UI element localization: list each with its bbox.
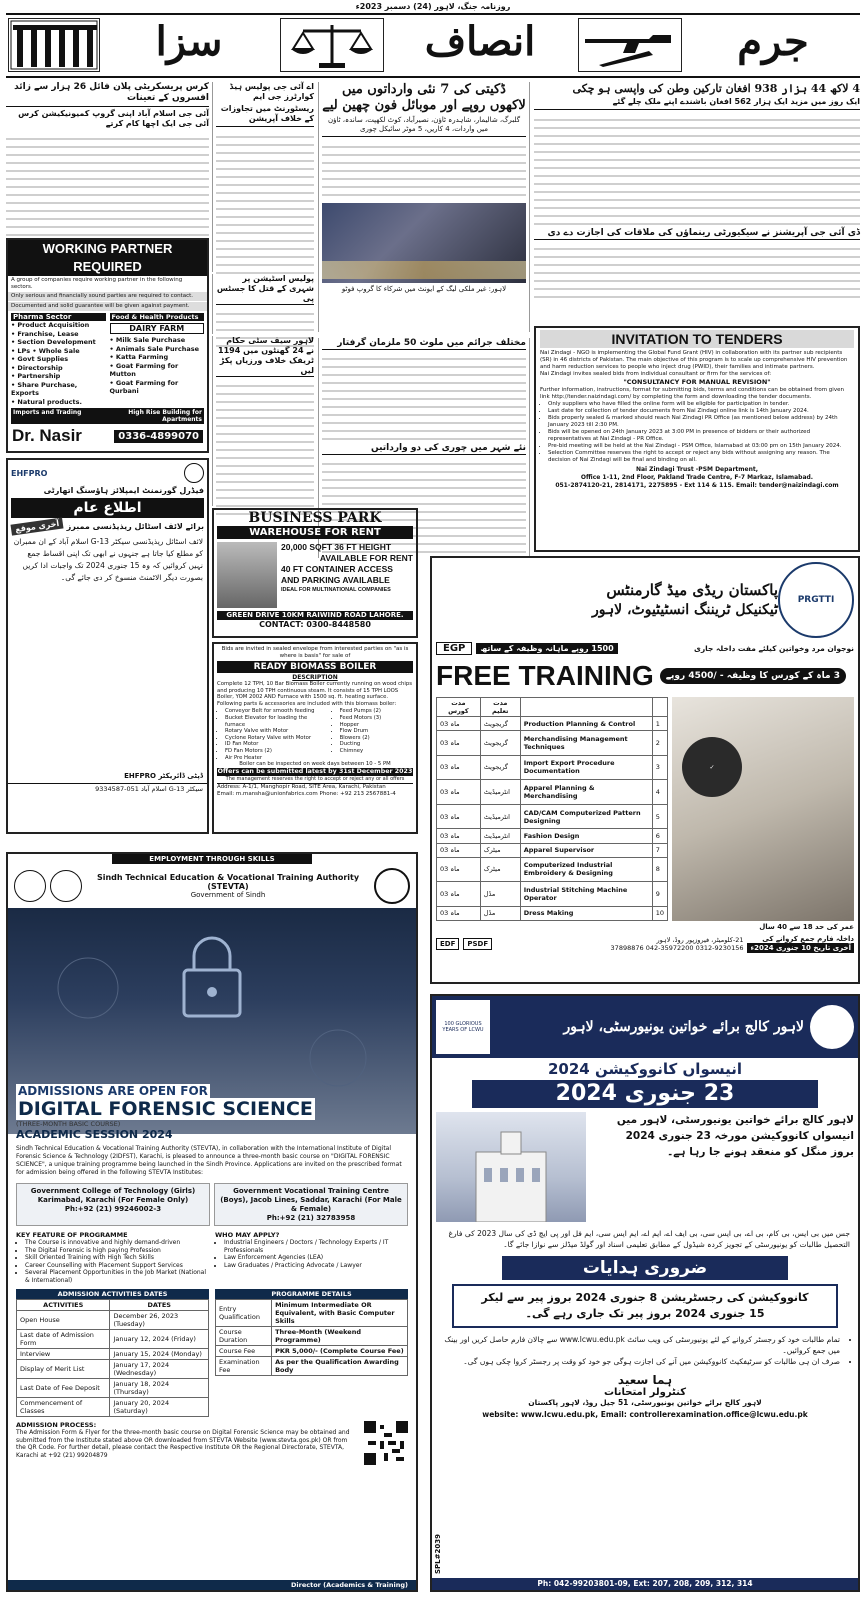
contact-phone[interactable]: 0336-4899070 — [114, 430, 203, 443]
last-date-label: داخلہ فارم جمع کروانے کی — [762, 935, 854, 943]
feature-item: • Several Placement Opportunities in the Job Market (National & International) — [25, 1269, 209, 1284]
ehfpro-logo: EHFPRO — [11, 468, 48, 478]
programme-row — [216, 1300, 408, 1327]
tender-service: "CONSULTANCY FOR MANUAL REVISION" — [623, 378, 771, 386]
pharma-item: • Section Development — [11, 338, 96, 346]
course-education: میٹرک — [480, 857, 520, 882]
ad-address: GREEN DRIVE 10KM RAIWIND ROAD LAHORE. — [217, 611, 413, 620]
article-body — [534, 113, 860, 225]
course-number: 4 — [652, 780, 667, 805]
course-number: 6 — [652, 829, 667, 843]
convocation-date: 23 جنوری 2024 — [472, 1080, 818, 1108]
word-justice: انصاف — [424, 18, 536, 65]
tender-condition: • Pre-bid meeting will be held at the Nai Zindagi - PSM Office, Islamabad at 03:00 pm on 15th January 2024. — [548, 443, 854, 450]
boiler-part: • Hopper — [340, 722, 413, 729]
boiler-part: • Air Pre Heater — [225, 755, 328, 762]
boiler-part: • Bucket Elevator for loading the furnace — [225, 715, 328, 728]
col-head-education: مدت تعلیم — [480, 698, 520, 717]
food-item: • Animals Sale Purchase — [109, 344, 200, 353]
boiler-part: • Chimney — [340, 748, 413, 755]
institute-2-name: Government Vocational Training Centre (Boys), Jacob Lines, Saddar, Karachi (For Male & Female) — [220, 1187, 402, 1213]
tender-condition: • Last date for collection of tender documents from Nai Zindagi online link is 14th January 2024. — [548, 408, 854, 415]
course-number: 9 — [652, 882, 667, 907]
course-education: گریجویٹ — [480, 731, 520, 756]
prgtti-logo-icon — [778, 562, 854, 638]
notice-address: سیکٹر G-13 اسلام آباد 051-9334587 — [8, 783, 207, 794]
course-row — [437, 882, 668, 907]
course-duration: 03 ماہ — [437, 857, 481, 882]
headline: 4 لاکھ 44 ہزار 938 افغان تارکین وطن کی واپسی ہو چکی — [572, 82, 860, 95]
warehouse-photo — [217, 542, 277, 608]
masthead — [0, 0, 866, 80]
pharma-item: • Franchise, Lease — [11, 329, 79, 338]
course-duration: 03 ماہ — [437, 843, 481, 857]
course-education: مڈل — [480, 882, 520, 907]
col-head-duration: مدت کورس — [437, 698, 481, 717]
public-notice-title: اطلاع عام — [11, 498, 204, 518]
course-education: مڈل — [480, 906, 520, 920]
course-education: انٹرمیڈیٹ — [480, 829, 520, 843]
programme-head: PROGRAMME DETAILS — [215, 1289, 408, 1299]
ad-subtitle: WAREHOUSE FOR RENT — [217, 526, 413, 539]
dates-head: ADMISSION ACTIVITIES DATES — [16, 1289, 209, 1299]
institute-2-phone[interactable]: Ph:+92 (21) 32783958 — [266, 1214, 356, 1222]
col-head-number — [652, 698, 667, 717]
course-row — [437, 755, 668, 780]
pharma-item: • LPs • Whole Sale — [11, 346, 80, 355]
who-list — [215, 1239, 408, 1269]
eligibility-text: جس میں بی ایس، بی کام، بی اے، بی ایس سی، بی ایف اے، ایم اے، ایم ایس سی، ایم فل اور پی ایچ ڈی کی سال 2023 کی فارغ التحصیل طالبات کو یونیورسٹی کے تجویز کردہ شیڈول کے مطابق تعلیمی اسناد اور گولڈ میڈلز سے نوازا جائے گا۔ — [448, 1229, 850, 1249]
lead-subheadline: گلبرگ، شالیمار، شاہدرہ ٹاؤن، نصیرآباد، کوٹ لکھپت، ساندہ، ٹاؤن میں واردات، 4 کاریں، 5 موٹر سائیکل چوری — [322, 116, 526, 137]
headline: ڈی آئی جی آپریشنز نے سیکیورٹی رینماؤں کی ملاقات کی اجازت دے دی — [534, 228, 860, 240]
course-row — [437, 857, 668, 882]
course-name: Computerized Industrial Embroidery & Designing — [520, 857, 652, 882]
boiler-part: • Feed Motors (3) — [340, 715, 413, 722]
banner-line2: DIGITAL FORENSIC SCIENCE — [18, 1098, 313, 1120]
tender-ad — [534, 326, 860, 552]
article-body — [216, 130, 314, 280]
ad-contact: CONTACT: 0300-8448580 — [259, 620, 371, 629]
lcwu-convocation-ad — [430, 994, 860, 1592]
date-row — [17, 1311, 209, 1330]
ad-address: Address: A-1/1, Manghopir Road, SITE Area, Karachi, Pakistan — [217, 784, 386, 791]
age-limit: عمر کی حد 18 سے 40 سال — [759, 923, 854, 931]
feature-item: • Skill Oriented Training with High Tech Skills — [25, 1254, 209, 1262]
features-list — [16, 1239, 209, 1284]
word-crime: جرم — [737, 18, 809, 65]
programme-key: Examination Fee — [216, 1357, 272, 1376]
reserve-note: The management reserves the right to accept or reject any or all offers — [217, 776, 413, 784]
sindh-emblem-icon — [14, 870, 46, 902]
business-park-ad — [212, 508, 418, 638]
boiler-part: • Blowers (2) — [340, 735, 413, 742]
signatory-title: کنٹرولر امتحانات — [603, 1387, 687, 1398]
subheadline: ریسٹورنٹ میں تجاوزات کے خلاف آپریشن — [216, 104, 314, 127]
programme-value: Minimum Intermediate OR Equivalent, with Basic Computer Skills — [272, 1300, 408, 1327]
institute-1-name: Government College of Technology (Girls) Karimabad, Karachi (For Female Only) — [30, 1187, 196, 1204]
tender-conditions — [540, 401, 854, 464]
course-name: Apparel Supervisor — [520, 843, 652, 857]
boiler-part: • Cyclone Rotary Valve with Motor — [225, 735, 328, 742]
ad-title: WORKING PARTNER REQUIRED — [8, 240, 207, 276]
free-admission-label: نوجوان مرد وخواتین کیلئے مفت داخلہ جاری — [693, 644, 854, 653]
deadline-bar: Offers can be submitted latest by 31st December 2023 — [217, 768, 413, 776]
date-row — [17, 1398, 209, 1417]
course-name: Fashion Design — [520, 829, 652, 843]
gov-name: Government of Sindh — [190, 891, 266, 899]
activity-cell: Last date of Admission Form — [17, 1330, 110, 1349]
process-head: ADMISSION PROCESS: — [16, 1421, 97, 1429]
event-photo — [322, 203, 526, 283]
course-duration: 03 ماہ — [437, 804, 481, 829]
boiler-part: • FD Fan Motors (2) — [225, 748, 328, 755]
course-row — [437, 731, 668, 756]
boiler-part: • Ducting — [340, 741, 413, 748]
building-label: High Rise Building for Apartments — [128, 409, 202, 423]
headline: کرس پریسکریٹی پلان فائل 26 ہزار سے زائد افسروں کے تعینات — [6, 82, 209, 107]
course-duration: 03 ماہ — [437, 717, 481, 731]
contact-name: Dr. Nasir — [12, 426, 82, 445]
certificate-badge-icon: ✓ — [682, 737, 742, 797]
stipend-label: 1500 روپے ماہانہ وظیفہ کے ساتھ — [476, 643, 617, 654]
activity-cell: Interview — [17, 1349, 110, 1360]
banner-line1: ADMISSIONS ARE OPEN FOR — [18, 1084, 208, 1098]
course-duration: 03 ماہ — [437, 755, 481, 780]
top-label: EMPLOYMENT THROUGH SKILLS — [112, 854, 312, 864]
headline: نئے شہر میں چوری کی دو وارداتیں — [322, 443, 526, 455]
last-chance-tag: آخری موقع — [10, 517, 63, 535]
stevta-intro: Sindh Technical Education & Vocational Training Authority (STEVTA), in collaboration with the International Institute of Digital Forensic Science & Technology (2IDFST), Karachi, is pleased to announce a three-month basic course on "DIGITAL FORENSIC SCIENCE", a unique training programme being launched in the Sindh Province. Applications are invited on the prescribed format for admission being offered in the following STEVTA Institutes: — [16, 1145, 402, 1176]
course-duration: 03 ماہ — [437, 829, 481, 843]
ehfpro-subheading: برائے لائف اسٹائل ریذیڈنسی ممبرز — [66, 522, 204, 531]
food-list — [110, 336, 205, 396]
ad-line: 40 FT CONTAINER ACCESS — [281, 564, 393, 574]
ad-line: 20,000 SQFT 36 FT HEIGHT — [281, 542, 392, 552]
institute-phones[interactable]: 0312-9230156 042-35972200 37898876 — [610, 944, 744, 952]
course-duration: 03 ماہ — [437, 780, 481, 805]
course-name: Import Export Procedure Documentation — [520, 755, 652, 780]
ehfpro-heading: فیڈرل گورنمنٹ ایمپلائز ہاؤسنگ اتھارٹی — [43, 486, 204, 495]
biomass-boiler-ad — [212, 642, 418, 834]
instructions-head: ضروری ہدایات — [502, 1256, 788, 1280]
tender-condition: • Selection Committee reserves the right to accept or reject any bids without assigning any reason. The decision of Nai Zindagi will be final and binding on all. — [548, 450, 854, 464]
food-item: • Goat Farming for Qurbani — [109, 378, 179, 395]
article-body — [534, 242, 860, 304]
stevta-logo-icon — [50, 870, 82, 902]
contact-website[interactable]: website: www.lcwu.edu.pk, Email: controllerexamination.office@lcwu.edu.pk — [482, 1410, 808, 1419]
headline: پولیس اسٹیشن پر شہری کے قتل کا جسٹس پی — [216, 274, 314, 303]
course-education: گریجویٹ — [480, 755, 520, 780]
tender-intro: Nai Zindagi - NGO is implementing the Global Fund Grant (HIV) in collaboration with its partner sub recipients (SR) in 46 districts of Pakistan. The main objective of this program is to scale up comprehensive HIV prevention and harm reduction services to people who inject drug (PWID), their families and intimate partners. — [540, 350, 848, 370]
contact-phone[interactable]: Ph: 042-99203801-09, Ext: 207, 208, 209, 312, 314 — [432, 1578, 858, 1590]
tender-condition: • Bids properly sealed & marked should reach Nai Zindagi PR Office (as mentioned below address) by 24th January 2023 till 2:30 PM. — [548, 415, 854, 429]
institute-title: پاکستان ریڈی میڈ گارمنٹس — [606, 581, 778, 599]
programme-value: Three-Month (Weekend Programme) — [272, 1327, 408, 1346]
course-number: 5 — [652, 804, 667, 829]
instruction-item: • صرف ان ہی طالبات کو سرٹیفکیٹ کانووکیشن میں آنے کی اجازت ہوگی جو خود کو وقت پر رجسٹر کروا چکی ہوں گی۔ — [440, 1356, 840, 1367]
course-name: Apparel Planning & Merchandising — [520, 780, 652, 805]
government-emblem-icon — [184, 463, 204, 483]
course-number: 10 — [652, 906, 667, 920]
word-punishment: سزا — [155, 18, 223, 65]
banner-line4: ACADEMIC SESSION 2024 — [16, 1128, 173, 1141]
sponsor-logo: EDF — [436, 938, 459, 950]
registration-start: کانووکیشن کی رجسٹریشن 8 جنوری 2024 بروز پیر سے لیکر — [481, 1291, 809, 1304]
ad-intro: Bids are invited in sealed envelope from interested parties on "as is where is basis" for sale of — [221, 646, 409, 659]
ad-description: Complete 12 TPH, 10 Bar Biomass Boiler currently running on wood chips and producing 10 TPH continuous steam. It consists of 15 TPH LOOS Boiler, YOM 2002 AND Furnace with 1500 sq. ft. heating surface. Following parts & accessories are included with this biomass boiler: — [217, 681, 412, 707]
date-row — [17, 1349, 209, 1360]
tender-invite: Nai Zindagi invites sealed bids from individual consultant or firm for the services of: — [540, 371, 772, 377]
convocation-title: انیسواں کانووکیشن 2024 — [547, 1060, 743, 1078]
food-item: • Milk Sale Purchase — [109, 336, 186, 344]
jail-bars-icon — [8, 18, 100, 72]
ad-note: Only serious and financially sound parties are required to contact. — [8, 292, 207, 301]
course-row — [437, 804, 668, 829]
announcement-line2: انیسواں کانووکیشن مورخہ 23 جنوری 2024 — [625, 1130, 854, 1142]
qr-code-icon[interactable] — [364, 1421, 408, 1465]
scales-of-justice-icon — [280, 18, 384, 72]
course-row — [437, 780, 668, 805]
ad-title: READY BIOMASS BOILER — [217, 661, 413, 673]
last-date: آخری تاریخ 10 جنوری 2024ء — [747, 943, 854, 953]
course-row — [437, 843, 668, 857]
programme-row — [216, 1346, 408, 1357]
feature-item: • Career Counselling with Placement Support Services — [25, 1262, 209, 1270]
article-body — [322, 140, 526, 200]
pharma-item: • Directorship — [11, 363, 63, 372]
date-cell: December 26, 2023 (Tuesday) — [110, 1311, 209, 1330]
notice-signatory: ڈپٹی ڈائریکٹر EHFPRO — [124, 772, 203, 780]
headline: لاہور سیف سٹی حکام نے 24 گھنٹوں میں 1194 ٹریفک خلاف ورزیاں پکڑ لیں — [216, 336, 314, 377]
who-head: WHO MAY APPLY? — [215, 1231, 280, 1239]
masthead-bottom-rule — [6, 76, 860, 78]
university-title: لاہور کالج برائے خواتین یونیورسٹی، لاہور — [563, 1019, 804, 1035]
date-row — [17, 1360, 209, 1379]
tender-contact[interactable]: 051-2874120-21, 2814171, 2275895 - Ext 114 & 115. Email: tender@naizindagi.com — [555, 482, 839, 489]
ad-email[interactable]: Email: m.mansha@unionfabrics.com Phone: +92 213 2567881-4 — [217, 791, 396, 798]
news-column-2 — [212, 82, 314, 272]
programme-row — [216, 1327, 408, 1346]
course-stipend-label: 3 ماہ کے کورس کا وظیفہ - /4500 روپے — [660, 668, 846, 684]
eligibility-item: • Industrial Engineers / Doctors / Technology Experts / IT Professionals — [224, 1239, 408, 1254]
news-column-2c — [212, 336, 314, 506]
headline: اے آئی جی پولیس ہیڈ کوارٹرز جی ایم — [229, 82, 314, 101]
working-partner-ad — [6, 238, 209, 453]
course-number: 1 — [652, 717, 667, 731]
programme-key: Course Fee — [216, 1346, 272, 1357]
course-duration: 03 ماہ — [437, 731, 481, 756]
tender-condition: • Only suppliers who have filled the online form will be eligible for participation in tender. — [548, 401, 854, 408]
dairy-farm-label: DAIRY FARM — [110, 323, 205, 334]
egp-label: EGP — [436, 642, 472, 655]
ad-title: INVITATION TO TENDERS — [540, 330, 854, 348]
signatory-address: لاہور کالج برائے خواتین یونیورسٹی، 51 جیل روڈ، لاہور پاکستان — [528, 1398, 762, 1407]
course-number: 8 — [652, 857, 667, 882]
food-item: • Goat Farming for Mutton — [109, 361, 179, 378]
pharma-item: • Share Purchase, Exports — [11, 380, 78, 397]
date-cell: January 15, 2024 (Monday) — [110, 1349, 209, 1360]
courses-table — [436, 697, 668, 921]
pharma-item: • Natural products. — [11, 397, 82, 406]
features-head: KEY FEATURE OF PROGRAMME — [16, 1231, 128, 1239]
imports-label: Imports and Trading — [13, 409, 82, 416]
ad-title: BUSINESS PARK — [248, 510, 382, 526]
pharma-item: • Partnership — [11, 372, 61, 380]
instruction-item: • تمام طالبات خود کو رجسٹر کروانے کے لئے یونیورسٹی کی ویب سائٹ www.lcwu.edu.pk سے چالان فارم حاصل کریں اور بینک میں جمع کروائیں۔ — [440, 1334, 840, 1356]
course-row — [437, 906, 668, 920]
article-body — [6, 132, 209, 244]
tender-address: Office 1-11, 2nd Floor, Pakland Trade Centre, F-7 Markaz, Islamabad. — [580, 474, 814, 481]
activity-cell: Open House — [17, 1311, 110, 1330]
ad-note: Documented and solid guarantee will be given against payment. — [8, 301, 207, 311]
date-row — [17, 1330, 209, 1349]
ad-line: AND PARKING AVAILABLE — [281, 575, 390, 585]
sewing-photo — [672, 697, 854, 921]
date-line: روزنامہ جنگ، لاہور (24) دسمبر 2023ء — [355, 2, 511, 11]
ehfpro-notice-ad — [6, 458, 209, 834]
food-item: • Katta Farming — [109, 353, 169, 361]
date-cell: January 18, 2024 (Thursday) — [110, 1379, 209, 1398]
dates-col-activities: ACTIVITIES — [17, 1300, 110, 1311]
process-body: The Admission Form & Flyer for the three-month basic course on Digital Forensic Science may be obtained and submitted from the Institute stated above OR downloaded from STEVTA Website (www.stevta.gos.pk) OR from the QR Code. For further detail, please contact the Respective Institute OR the Regional Directorate, STEVTA, Karachi at +92 (21) 99204879 — [16, 1429, 350, 1459]
programme-value: As per the Qualification Awarding Body — [272, 1357, 408, 1376]
announcement-line3: بروز منگل کو منعقد ہونے جا رہا ہے۔ — [667, 1146, 854, 1158]
boiler-part: • Rotary Valve with Motor — [225, 728, 328, 735]
course-education: انٹرمیڈیٹ — [480, 804, 520, 829]
sponsor-logo: PSDF — [463, 938, 492, 950]
feature-item: • The Digital Forensic is high paying Profession — [25, 1247, 209, 1255]
institute-title-2: ٹیکنیکل ٹریننگ انسٹیٹیوٹ، لاہور — [591, 602, 778, 618]
centenary-badge: 100 GLORIOUS YEARS OF LCWU — [436, 1000, 490, 1054]
tender-details: Further information, instructions, format for submitting bids, terms and conditions can be obtained from given link http://tender.naizindagi.com/ by completing the form and downloading the tender documents. — [540, 387, 844, 400]
eligibility-item: • Law Graduates / Practicing Advocate / Lawyer — [224, 1262, 408, 1270]
announcement-line1: لاہور کالج برائے خواتین یونیورسٹی، لاہور میں — [616, 1114, 854, 1126]
section-head: Pharma Sector — [11, 313, 106, 321]
ad-line: AVAILABLE FOR RENT — [319, 553, 413, 563]
col-head-course — [520, 698, 652, 717]
institute-1-phone[interactable]: Ph:+92 (21) 99246002-3 — [64, 1205, 162, 1213]
inspection-note: Boiler can be inspected on week days between 10 - 5 PM — [239, 761, 391, 768]
photo-caption: لاہور: غیر ملکی لیگ کے ایونٹ میں شرکاء کا گروپ فوٹو — [341, 285, 507, 293]
lead-headline: ڈکیتی کی 7 نئی وارداتوں میں لاکھوں روپے اور موبائل فون چھین لیے — [322, 82, 526, 113]
programme-value: PKR 5,000/- (Complete Course Fee) — [272, 1346, 408, 1357]
course-row — [437, 717, 668, 731]
course-education: انٹرمیڈیٹ — [480, 780, 520, 805]
parts-list-left — [217, 708, 328, 761]
institute-logo-icon — [374, 868, 410, 904]
programme-row — [216, 1357, 408, 1376]
gun-and-knife-icon — [578, 18, 682, 72]
ad-intro: A group of companies require working partner in the following sectors. — [11, 277, 183, 290]
parts-list-right — [332, 708, 413, 761]
dates-table — [16, 1299, 209, 1417]
tender-org: Nai Zindagi Trust -PSM Department, — [635, 466, 759, 473]
course-education: میٹرک — [480, 843, 520, 857]
feature-item: • The Course is innovative and highly demand-driven — [25, 1239, 209, 1247]
course-number: 2 — [652, 731, 667, 756]
stevta-admission-ad — [6, 852, 418, 1592]
course-name: CAD/CAM Computerized Pattern Designing — [520, 804, 652, 829]
banner-line3: (THREE-MONTH BASIC COURSE) — [16, 1120, 121, 1128]
headline: مختلف جرائم میں ملوث 50 ملزمان گرفتار — [322, 338, 526, 350]
activity-cell: Last Date of Fee Deposit — [17, 1379, 110, 1398]
programme-table — [215, 1299, 408, 1376]
course-education: گریجویٹ — [480, 717, 520, 731]
signature-bar: Director (Academics & Training) — [8, 1580, 416, 1590]
course-name: Merchandising Management Techniques — [520, 731, 652, 756]
boiler-part: • Conveyor Belt for smooth feeding — [225, 708, 328, 715]
institute-address: 21-کلومیٹر، فیروزپور روڈ، لاہور — [656, 936, 744, 944]
pharma-item: • Govt Supplies — [11, 355, 69, 363]
date-cell: January 17, 2024 (Wednesday) — [110, 1360, 209, 1379]
course-name: Production Planning & Control — [520, 717, 652, 731]
university-building-photo — [436, 1112, 586, 1222]
section-head: Food & Health Products — [110, 313, 205, 321]
pharma-item: • Product Acquisition — [11, 321, 90, 329]
prgtti-logo-text: PRGTTI — [797, 595, 835, 605]
course-row — [437, 829, 668, 843]
news-column-1 — [6, 82, 209, 232]
pharma-list — [11, 321, 106, 406]
eligibility-item: • Law Enforcement Agencies (LEA) — [224, 1254, 408, 1262]
news-column-3 — [318, 82, 530, 332]
date-cell: January 12, 2024 (Friday) — [110, 1330, 209, 1349]
dates-col-dates: DATES — [110, 1300, 209, 1311]
boiler-part: • Feed Pumps (2) — [340, 708, 413, 715]
article-body — [216, 379, 314, 517]
course-duration: 03 ماہ — [437, 906, 481, 920]
date-row — [17, 1379, 209, 1398]
date-cell: January 20, 2024 (Saturday) — [110, 1398, 209, 1417]
notice-body: لائف اسٹائل ریذیڈنسی سیکٹر G-13 اسلام آباد کے ان ممبران کو مطلع کیا جاتا ہے جنہوں نے ابھی تک اپنی اقساط جمع نہیں کروائیں کہ وہ 15 جنوری 2024 تک واجبات ادا کریں بصورت دیگر الاٹمنٹ منسوخ کر دی جائے گی۔ — [13, 537, 203, 582]
boiler-part: • Flow Drum — [340, 728, 413, 735]
programme-key: Entry Qualification — [216, 1300, 272, 1327]
registration-end: 15 جنوری 2024 بروز پیر تک جاری رہے گی۔ — [525, 1307, 765, 1320]
signatory-name: ہما سعید — [617, 1373, 673, 1387]
desc-head: DESCRIPTION — [292, 674, 338, 681]
prgtti-training-ad — [430, 556, 860, 984]
programme-key: Course Duration — [216, 1327, 272, 1346]
course-number: 3 — [652, 755, 667, 780]
subheadline: آئی جی اسلام آباد اپنی گروپ کمیونیکیشن کرس آئی جی ایک اچھا کام کرتے — [18, 109, 209, 128]
course-name: Industrial Stitching Machine Operator — [520, 882, 652, 907]
news-column-2b — [212, 274, 314, 334]
instructions-list — [432, 1332, 858, 1369]
subheadline: ایک روز میں مزید ایک ہزار 562 افغان باشندے اپنے ملک چلے گئے — [534, 97, 860, 110]
article-body — [322, 352, 526, 440]
org-name: Sindh Technical Education & Vocational Training Authority (STEVTA) — [96, 873, 360, 891]
ad-line: IDEAL FOR MULTINATIONAL COMPANIES — [281, 587, 391, 593]
activity-cell: Commencement of Classes — [17, 1398, 110, 1417]
course-number: 7 — [652, 843, 667, 857]
activity-cell: Display of Merit List — [17, 1360, 110, 1379]
course-name: Dress Making — [520, 906, 652, 920]
ad-code: SPL#2039 — [434, 1534, 442, 1574]
news-column-4 — [534, 82, 860, 322]
lcwu-logo-icon — [810, 1005, 854, 1049]
free-training-title: FREE TRAINING — [436, 660, 654, 691]
boiler-part: • ID Fan Motor — [225, 741, 328, 748]
course-duration: 03 ماہ — [437, 882, 481, 907]
tender-condition: • Bids will be opened on 24th January 2023 at 3:00 PM in presence of bidders or their authorized representatives at Nai Zindagi - PR Office. — [548, 429, 854, 443]
